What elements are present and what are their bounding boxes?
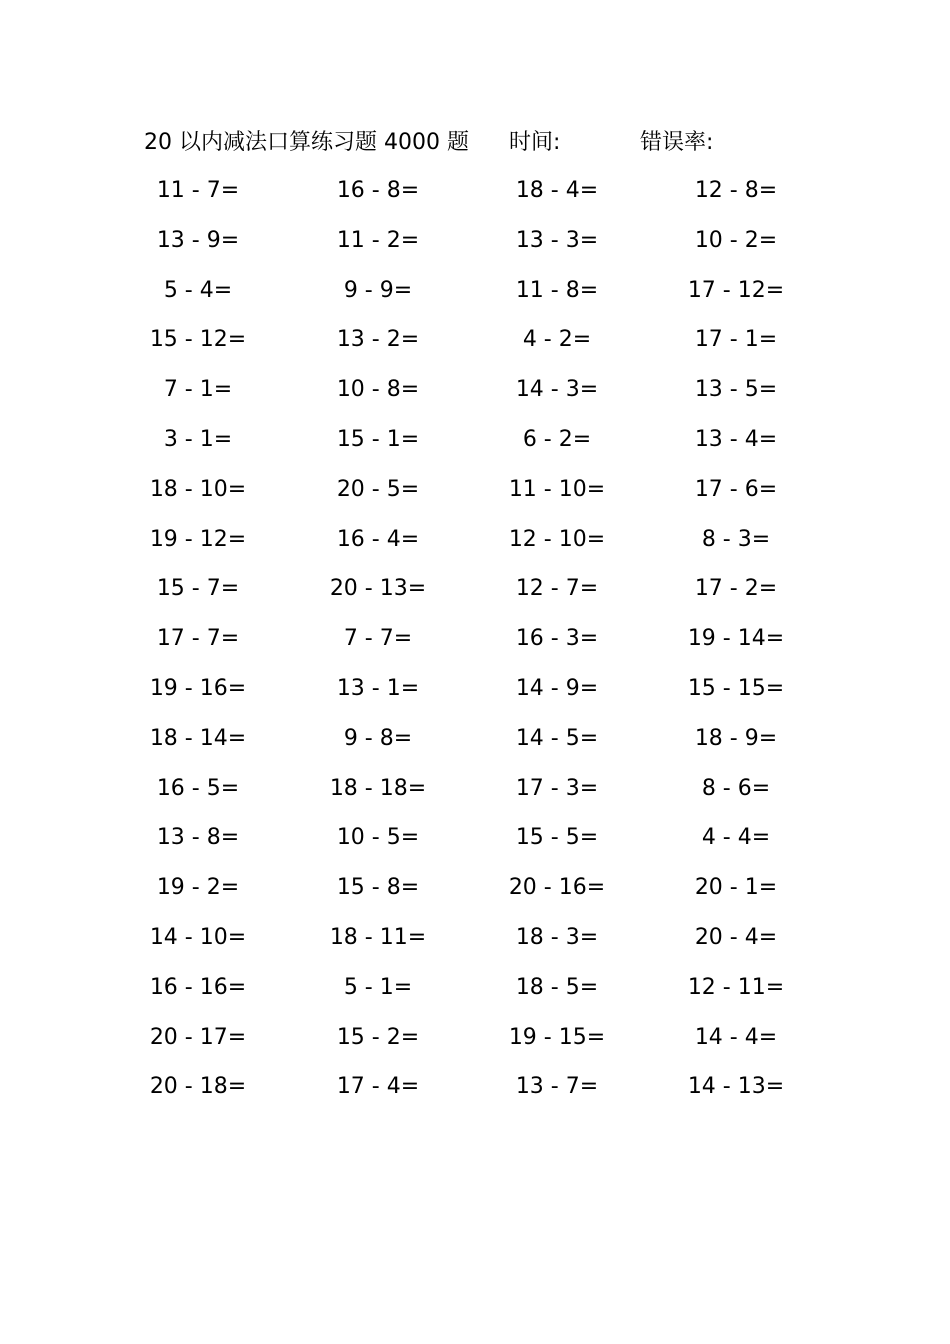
problem-item: 16 - 3=	[515, 626, 599, 652]
problem-item: 11 - 8=	[515, 277, 599, 303]
problem-item: 15 - 7=	[156, 576, 240, 602]
problem-item: 20 - 1=	[694, 875, 778, 901]
problem-item: 19 - 15=	[508, 1024, 606, 1050]
problem-item: 13 - 9=	[156, 227, 240, 253]
problem-row	[140, 570, 800, 620]
problem-row	[140, 321, 800, 371]
problem-item: 18 - 10=	[149, 476, 247, 502]
problem-item: 10 - 5=	[336, 825, 420, 851]
problem-item: 18 - 9=	[694, 725, 778, 751]
problem-item: 17 - 4=	[336, 1074, 420, 1100]
problem-item: 13 - 4=	[694, 426, 778, 452]
problem-row	[140, 471, 800, 521]
problem-item: 19 - 14=	[687, 626, 785, 652]
problem-item: 13 - 8=	[156, 825, 240, 851]
problem-item: 13 - 7=	[515, 1074, 599, 1100]
problem-item: 14 - 4=	[694, 1024, 778, 1050]
problem-item: 8 - 3=	[701, 526, 771, 552]
problem-item: 18 - 14=	[149, 725, 247, 751]
problem-item: 14 - 5=	[515, 725, 599, 751]
problem-item: 14 - 3=	[515, 377, 599, 403]
problem-item: 20 - 5=	[336, 476, 420, 502]
error-rate-label: 错误率:	[640, 130, 714, 155]
problem-item: 9 - 9=	[343, 277, 413, 303]
problem-item: 19 - 2=	[156, 875, 240, 901]
problem-item: 20 - 18=	[149, 1074, 247, 1100]
problem-item: 10 - 8=	[336, 377, 420, 403]
problem-item: 15 - 8=	[336, 875, 420, 901]
problem-item: 13 - 2=	[336, 327, 420, 353]
problem-item: 15 - 12=	[149, 327, 247, 353]
problem-item: 10 - 2=	[694, 227, 778, 253]
problem-item: 12 - 8=	[694, 178, 778, 203]
problem-item: 16 - 5=	[156, 775, 240, 801]
problem-item: 4 - 4=	[701, 825, 771, 851]
problem-row	[140, 1019, 800, 1069]
problem-item: 20 - 13=	[329, 576, 427, 602]
problem-item: 19 - 16=	[149, 675, 247, 701]
problem-item: 17 - 1=	[694, 327, 778, 353]
problem-item: 11 - 7=	[156, 178, 240, 203]
problem-item: 15 - 5=	[515, 825, 599, 851]
problem-item: 8 - 6=	[701, 775, 771, 801]
problem-item: 15 - 1=	[336, 426, 420, 452]
problem-item: 7 - 1=	[163, 377, 233, 403]
problem-item: 9 - 8=	[343, 725, 413, 751]
problem-item: 17 - 2=	[694, 576, 778, 602]
problem-row	[140, 620, 800, 670]
problem-item: 20 - 17=	[149, 1024, 247, 1050]
problem-row	[140, 919, 800, 969]
problem-item: 16 - 8=	[336, 178, 420, 203]
problem-item: 17 - 3=	[515, 775, 599, 801]
problem-row	[140, 421, 800, 471]
problem-item: 12 - 10=	[508, 526, 606, 552]
problem-row	[140, 1068, 800, 1118]
worksheet-title: 20 以内减法口算练习题 4000 题	[144, 130, 469, 155]
problem-item: 11 - 2=	[336, 227, 420, 253]
problem-item: 12 - 7=	[515, 576, 599, 602]
problem-item: 5 - 1=	[343, 974, 413, 1000]
problem-row	[140, 969, 800, 1019]
problem-item: 17 - 12=	[687, 277, 785, 303]
problem-row	[140, 869, 800, 919]
problem-row	[140, 521, 800, 571]
problem-item: 19 - 12=	[149, 526, 247, 552]
problem-item: 11 - 10=	[508, 476, 606, 502]
problem-item: 13 - 3=	[515, 227, 599, 253]
problem-row	[140, 770, 800, 820]
problem-item: 14 - 10=	[149, 924, 247, 950]
problem-row	[140, 670, 800, 720]
worksheet-header	[144, 126, 844, 160]
problem-row	[140, 819, 800, 869]
problem-item: 15 - 2=	[336, 1024, 420, 1050]
problem-item: 16 - 4=	[336, 526, 420, 552]
problem-item: 15 - 15=	[687, 675, 785, 701]
problem-item: 13 - 1=	[336, 675, 420, 701]
problem-item: 4 - 2=	[522, 327, 592, 353]
problem-item: 20 - 4=	[694, 924, 778, 950]
problem-item: 17 - 7=	[156, 626, 240, 652]
time-label: 时间:	[509, 130, 561, 155]
problem-row	[140, 222, 800, 272]
problem-item: 14 - 9=	[515, 675, 599, 701]
problem-item: 3 - 1=	[163, 426, 233, 452]
problem-item: 12 - 11=	[687, 974, 785, 1000]
problem-item: 18 - 18=	[329, 775, 427, 801]
problem-item: 18 - 4=	[515, 178, 599, 203]
problem-item: 14 - 13=	[687, 1074, 785, 1100]
problem-item: 18 - 5=	[515, 974, 599, 1000]
problem-item: 18 - 11=	[329, 924, 427, 950]
problem-row	[140, 172, 800, 222]
problem-row	[140, 272, 800, 322]
problem-item: 18 - 3=	[515, 924, 599, 950]
problem-row	[140, 720, 800, 770]
problem-item: 7 - 7=	[343, 626, 413, 652]
problem-item: 6 - 2=	[522, 426, 592, 452]
problem-item: 13 - 5=	[694, 377, 778, 403]
problem-item: 20 - 16=	[508, 875, 606, 901]
problem-item: 5 - 4=	[163, 277, 233, 303]
problem-grid	[140, 172, 800, 1118]
problem-item: 17 - 6=	[694, 476, 778, 502]
problem-row	[140, 371, 800, 421]
problem-item: 16 - 16=	[149, 974, 247, 1000]
